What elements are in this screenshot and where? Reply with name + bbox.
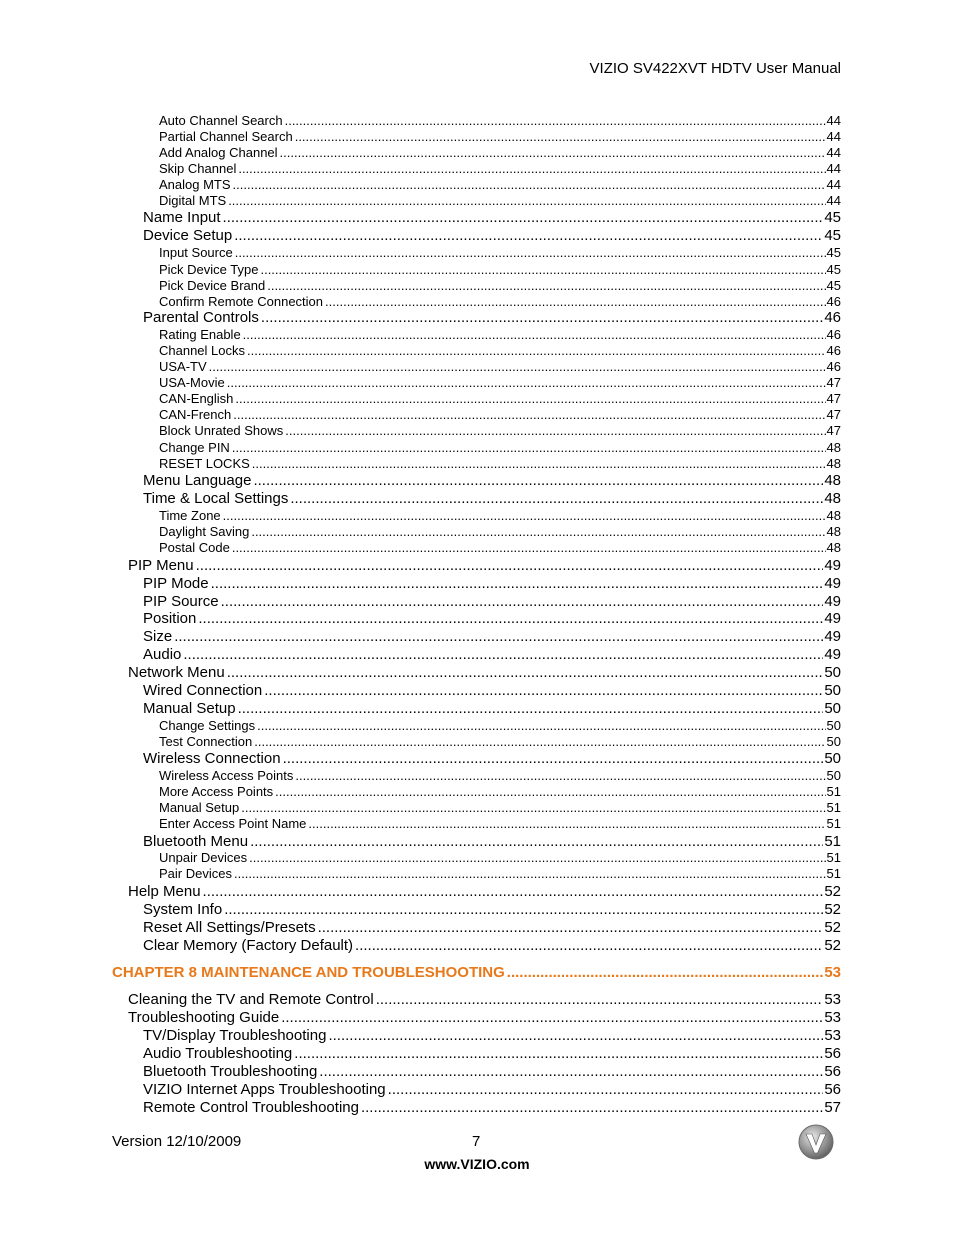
toc-page-number: 57 [824,1099,841,1116]
toc-entry-title: Troubleshooting Guide [128,1009,280,1026]
toc-page-number: 48 [826,524,841,539]
toc-entry[interactable] [143,646,841,664]
toc-dot-leader [251,524,825,540]
toc-page-number: 50 [824,682,841,699]
toc-page-number: 50 [824,700,841,717]
toc-page-number: 52 [824,883,841,900]
toc-page-number: 52 [824,901,841,918]
toc-entry-title: Help Menu [128,883,201,900]
toc-dot-leader [280,145,826,161]
toc-entry-title: USA-TV [159,359,207,374]
toc-entry-title: PIP Mode [143,575,209,592]
toc-entry-title: Audio [143,646,182,663]
toc-entry[interactable] [143,610,841,628]
toc-entry[interactable] [143,937,841,955]
toc-entry[interactable] [143,309,841,327]
toc-entry-title: Channel Locks [159,343,245,358]
toc-entry-title: Daylight Saving [159,524,250,539]
toc-entry-title: Input Source [159,245,233,260]
toc-entry-title: Skip Channel [159,161,237,176]
toc-dot-leader [290,490,823,508]
toc-entry-title: CAN-French [159,407,232,422]
toc-entry-title: Device Setup [143,227,233,244]
toc-entry-title: Manual Setup [159,800,240,815]
toc-page-number: 48 [824,472,841,489]
toc-entry-title: VIZIO Internet Apps Troubleshooting [143,1081,386,1098]
toc-entry[interactable] [159,193,841,209]
toc-dot-leader [295,129,826,145]
toc-entry-title: Confirm Remote Connection [159,294,324,309]
toc-entry[interactable] [159,524,841,540]
toc-page-number: 44 [826,193,841,208]
toc-dot-leader [203,883,824,901]
toc-entry-title: Pick Device Type [159,262,259,277]
toc-page-number: 46 [826,359,841,374]
toc-dot-leader [247,343,826,359]
toc-entry[interactable] [143,1063,841,1081]
toc-chapter-entry[interactable] [112,964,841,982]
toc-dot-leader [235,245,826,261]
toc-dot-leader [507,964,824,982]
version-label: Version 12/10/2009 [112,1133,242,1150]
toc-page-number: 49 [824,628,841,645]
toc-page-number: 48 [826,540,841,555]
toc-page-number: 45 [824,227,841,244]
toc-dot-leader [260,262,825,278]
toc-entry[interactable] [159,343,841,359]
toc-page-number: 46 [826,343,841,358]
toc-entry-title: RESET LOCKS [159,456,250,471]
toc-entry-title: Block Unrated Shows [159,423,284,438]
toc-entry[interactable] [159,145,841,161]
toc-entry[interactable] [159,850,841,866]
toc-dot-leader [281,1009,823,1027]
toc-entry-title: Manual Setup [143,700,236,717]
toc-page-number: 46 [826,294,841,309]
toc-page-number: 50 [824,750,841,767]
toc-entry[interactable] [159,718,841,734]
toc-page-number: 53 [824,1009,841,1026]
toc-entry[interactable] [159,768,841,784]
toc-dot-leader [295,768,825,784]
toc-page-number: 45 [826,278,841,293]
toc-entry-title: Wired Connection [143,682,263,699]
toc-dot-leader [211,575,824,593]
toc-dot-leader [196,557,824,575]
toc-page-number: 48 [824,490,841,507]
toc-page-number: 44 [826,177,841,192]
toc-entry-title: Menu Language [143,472,252,489]
toc-entry[interactable] [159,540,841,556]
toc-entry[interactable] [143,700,841,718]
toc-dot-leader [238,700,824,718]
toc-entry-title: PIP Menu [128,557,194,574]
toc-dot-leader [232,440,826,456]
toc-page-number: 56 [824,1081,841,1098]
toc-entry-title: Cleaning the TV and Remote Control [128,991,374,1008]
toc-entry-title: Change PIN [159,440,230,455]
toc-dot-leader [238,161,825,177]
toc-page-number: 51 [826,784,841,799]
toc-entry[interactable] [159,456,841,472]
toc-page-number: 48 [826,456,841,471]
toc-page-number: 56 [824,1063,841,1080]
toc-entry[interactable] [143,750,841,768]
toc-page-number: 49 [824,646,841,663]
toc-entry-title: Network Menu [128,664,225,681]
toc-entry[interactable] [159,784,841,800]
toc-entry-title: Pair Devices [159,866,232,881]
toc-entry[interactable] [159,866,841,882]
toc-page-number: 49 [824,593,841,610]
toc-dot-leader [361,1099,823,1117]
toc-entry-title: System Info [143,901,223,918]
toc-entry[interactable] [159,423,841,439]
toc-page-number: 52 [824,937,841,954]
toc-dot-leader [252,456,826,472]
toc-entry-title: Bluetooth Menu [143,833,249,850]
toc-entry[interactable] [143,1045,841,1063]
toc-dot-leader [325,294,826,310]
toc-entry-title: More Access Points [159,784,274,799]
toc-page-number: 44 [826,113,841,128]
toc-entry-title: Pick Device Brand [159,278,266,293]
toc-dot-leader [388,1081,824,1099]
toc-page-number: 50 [824,664,841,681]
toc-page-number: 46 [824,309,841,326]
toc-entry-title: Wireless Access Points [159,768,294,783]
toc-dot-leader [355,937,823,955]
toc-dot-leader [328,1027,823,1045]
toc-entry[interactable] [159,508,841,524]
toc-dot-leader [209,359,826,375]
toc-page-number: 51 [826,850,841,865]
toc-entry[interactable] [143,472,841,490]
toc-dot-leader [223,209,824,227]
toc-entry[interactable] [159,161,841,177]
toc-page-number: 49 [824,610,841,627]
toc-entry-title: Test Connection [159,734,253,749]
toc-dot-leader [267,278,825,294]
toc-entry[interactable] [159,440,841,456]
toc-dot-leader [285,423,825,439]
toc-dot-leader [228,193,825,209]
toc-dot-leader [376,991,824,1009]
toc-entry[interactable] [143,575,841,593]
toc-page-number: 52 [824,919,841,936]
toc-entry-title: Enter Access Point Name [159,816,307,831]
website-link[interactable]: www.VIZIO.com [424,1156,530,1172]
toc-entry-title: Time Zone [159,508,221,523]
toc-page-number: 56 [824,1045,841,1062]
toc-dot-leader [234,227,823,245]
toc-page-number: 47 [826,423,841,438]
toc-entry-title: Change Settings [159,718,256,733]
toc-dot-leader [198,610,823,628]
toc-dot-leader [234,866,826,882]
toc-entry[interactable] [159,294,841,310]
toc-dot-leader [243,327,826,343]
toc-dot-leader [285,113,826,129]
toc-dot-leader [264,682,823,700]
vizio-v-logo-icon [797,1123,835,1161]
toc-entry[interactable] [143,593,841,611]
toc-page-number: 49 [824,557,841,574]
toc-page-number: 47 [826,391,841,406]
toc-page-number: 51 [824,833,841,850]
toc-page-number: 45 [826,245,841,260]
toc-entry-title: Size [143,628,173,645]
toc-entry[interactable] [159,407,841,423]
page-number: 7 [472,1133,481,1150]
toc-dot-leader [261,309,823,327]
toc-page-number: 53 [824,964,841,981]
toc-entry-title: Unpair Devices [159,850,248,865]
toc-entry[interactable] [128,991,841,1009]
toc-page-number: 45 [826,262,841,277]
toc-page-number: 44 [826,161,841,176]
toc-entry[interactable] [128,557,841,575]
toc-dot-leader [223,508,826,524]
toc-entry-title: TV/Display Troubleshooting [143,1027,327,1044]
toc-entry-title: Clear Memory (Factory Default) [143,937,354,954]
toc-page-number: 50 [826,718,841,733]
toc-entry-title: Partial Channel Search [159,129,293,144]
toc-entry-title: Audio Troubleshooting [143,1045,293,1062]
toc-page-number: 48 [826,440,841,455]
toc-entry-title: Analog MTS [159,177,231,192]
toc-dot-leader [224,901,823,919]
toc-entry-title: Remote Control Troubleshooting [143,1099,359,1116]
toc-page-number: 47 [826,407,841,422]
toc-entry[interactable] [159,327,841,343]
toc-entry[interactable] [143,833,841,851]
toc-page-number: 51 [826,800,841,815]
toc-entry[interactable] [128,664,841,682]
toc-entry[interactable] [159,800,841,816]
toc-entry-title: Bluetooth Troubleshooting [143,1063,318,1080]
toc-entry[interactable] [143,209,841,227]
toc-entry[interactable] [143,490,841,508]
toc-entry-title: Position [143,610,197,627]
toc-dot-leader [232,540,826,556]
toc-entry-title: Postal Code [159,540,230,555]
toc-page-number: 47 [826,375,841,390]
toc-entry[interactable] [159,734,841,750]
toc-entry[interactable] [143,682,841,700]
page-header: VIZIO SV422XVT HDTV User Manual [589,60,841,77]
toc-entry[interactable] [159,375,841,391]
toc-dot-leader [294,1045,823,1063]
toc-entry[interactable] [143,901,841,919]
toc-dot-leader [221,593,824,611]
toc-entry-title: USA-Movie [159,375,225,390]
toc-page-number: 51 [826,816,841,831]
toc-dot-leader [318,919,824,937]
toc-page-number: 45 [824,209,841,226]
toc-page-number: 53 [824,1027,841,1044]
toc-page-number: 46 [826,327,841,342]
toc-dot-leader [227,375,826,391]
toc-dot-leader [241,800,825,816]
toc-entry-title: Reset All Settings/Presets [143,919,316,936]
toc-dot-leader [183,646,823,664]
toc-page-number: 51 [826,866,841,881]
toc-page-number: 50 [826,734,841,749]
toc-dot-leader [254,734,825,750]
toc-entry[interactable] [159,129,841,145]
toc-dot-leader [283,750,824,768]
toc-entry[interactable] [143,1099,841,1117]
toc-page-number: 53 [824,991,841,1008]
toc-dot-leader [227,664,824,682]
toc-entry-title: Name Input [143,209,221,226]
toc-page-number: 48 [826,508,841,523]
toc-entry[interactable] [159,391,841,407]
toc-entry[interactable] [159,113,841,129]
toc-dot-leader [233,177,826,193]
toc-dot-leader [319,1063,823,1081]
toc-entry[interactable] [159,278,841,294]
toc-dot-leader [174,628,823,646]
toc-entry-title: Time & Local Settings [143,490,289,507]
toc-entry-title: Add Analog Channel [159,145,278,160]
toc-entry[interactable] [128,883,841,901]
toc-page-number: 49 [824,575,841,592]
toc-entry-title: Digital MTS [159,193,227,208]
toc-entry[interactable] [159,816,841,832]
toc-entry[interactable] [159,245,841,261]
toc-dot-leader [249,850,825,866]
toc-entry-title: Wireless Connection [143,750,281,767]
toc-entry-title: Rating Enable [159,327,241,342]
toc-entry-title: Parental Controls [143,309,259,326]
toc-entry-title: CAN-English [159,391,234,406]
toc-dot-leader [308,816,825,832]
toc-page-number: 44 [826,145,841,160]
toc-entry[interactable] [143,1027,841,1045]
toc-entry-title: Auto Channel Search [159,113,283,128]
toc-entry[interactable] [159,262,841,278]
toc-entry[interactable] [143,919,841,937]
toc-dot-leader [250,833,823,851]
toc-entry-title: CHAPTER 8 MAINTENANCE AND TROUBLESHOOTING [112,964,505,981]
toc-dot-leader [275,784,825,800]
toc-dot-leader [235,391,825,407]
toc-entry[interactable] [143,628,841,646]
toc-page-number: 44 [826,129,841,144]
toc-entry[interactable] [143,227,841,245]
toc-dot-leader [253,472,823,490]
toc-entry[interactable] [128,1009,841,1027]
toc-entry[interactable] [159,359,841,375]
toc-dot-leader [257,718,825,734]
toc-entry-title: PIP Source [143,593,219,610]
toc-entry[interactable] [159,177,841,193]
toc-page-number: 50 [826,768,841,783]
toc-dot-leader [233,407,825,423]
toc-entry[interactable] [143,1081,841,1099]
